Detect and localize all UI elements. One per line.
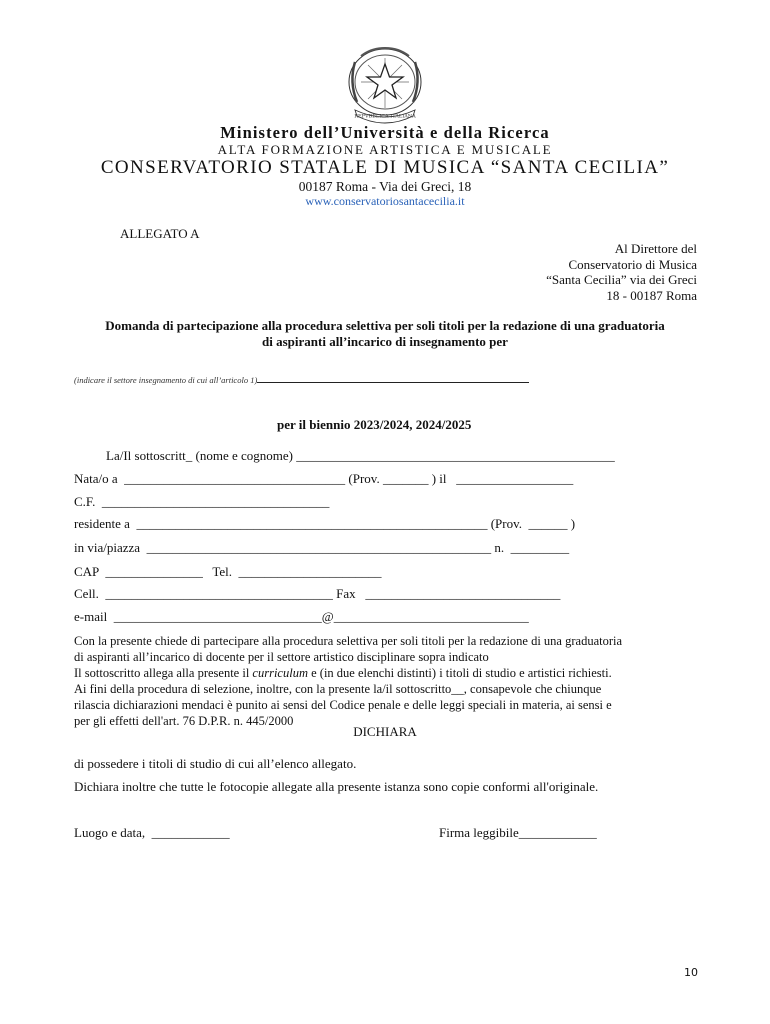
paragraph-text: e (in due elenchi distinti) i titoli di studio e artistici richiesti. — [311, 666, 612, 680]
place-date-field[interactable]: ____________ — [148, 825, 230, 840]
website-link[interactable]: www.conservatoriosantacecilia.it — [305, 194, 465, 208]
name-row — [106, 448, 615, 464]
street-field[interactable]: _____________________________________________________ — [143, 540, 492, 555]
paragraph-line: rilascia dichiarazioni mendaci è punito ai sensi del Codice penale e delle leggi speciali in materia, ai sensi e — [74, 698, 612, 712]
fax-label: Fax — [336, 586, 356, 601]
emblem-banner-text: REPVBBLICA ITALIANA — [354, 113, 416, 120]
curriculum-word: curriculum — [252, 666, 308, 680]
resident-prov-field[interactable]: ______ — [525, 516, 568, 531]
application-title — [0, 318, 770, 350]
email-user-field[interactable]: ________________________________ — [110, 609, 322, 624]
conservatory-heading: CONSERVATORIO STATALE DI MUSICA “SANTA CECILIA” — [100, 157, 670, 178]
number-label: n. — [494, 540, 505, 555]
cap-field[interactable]: _______________ — [102, 564, 210, 579]
declaration-titles: di possedere i titoli di studio di cui all’elenco allegato. — [74, 756, 357, 771]
cell-field[interactable]: ___________________________________ — [102, 586, 333, 601]
birthdate-field[interactable]: __________________ — [449, 471, 574, 486]
cf-row — [74, 494, 329, 510]
signature-label: Firma leggibile — [439, 825, 519, 840]
cell-row — [74, 586, 560, 602]
paragraph-line: Ai fini della procedura di selezione, inoltre, con la presente la/il sottoscritto__, consapevole che chiunque — [74, 682, 602, 696]
declaration-copies: Dichiara inoltre che tutte le fotocopie allegate alla presente istanza sono copie conformi all'originale. — [74, 779, 599, 794]
residence-field[interactable]: ______________________________________________________ — [133, 516, 488, 531]
birth-row — [74, 471, 573, 487]
title-line: Domanda di partecipazione alla procedura selettiva per soli titoli per la redazione di una graduatoria — [105, 318, 665, 333]
resident-prov-close: ) — [570, 516, 576, 531]
signature-field[interactable]: ____________ — [518, 825, 597, 840]
name-label: La/Il sottoscritt_ (nome e cognome) — [106, 448, 294, 463]
cf-field[interactable]: ___________________________________ — [98, 494, 330, 509]
residence-row — [74, 516, 575, 532]
paragraph-line — [74, 665, 697, 681]
resident-prov-label: (Prov. — [490, 516, 522, 531]
paragraph-line: per gli effetti dell'art. 76 D.P.R. n. 445/2000 — [74, 714, 294, 728]
title-line: di aspiranti all’incarico di insegnamento per — [262, 334, 508, 349]
request-paragraph — [74, 633, 697, 729]
street-row — [74, 540, 569, 556]
afam-heading: ALTA FORMAZIONE ARTISTICA E MUSICALE — [217, 142, 553, 157]
paragraph-text: Il sottoscritto allega alla presente il — [74, 666, 250, 680]
cf-label: C.F. — [74, 494, 96, 509]
email-domain-field[interactable]: ______________________________ — [333, 609, 529, 624]
email-label: e-mail — [74, 609, 108, 624]
birthplace-field[interactable]: __________________________________ — [120, 471, 346, 486]
sector-hint: (indicare il settore insegnamento di cui all’articolo 1) — [74, 375, 258, 385]
fax-field[interactable]: ______________________________ — [358, 586, 561, 601]
tel-field[interactable]: ______________________ — [235, 564, 382, 579]
cap-label: CAP — [74, 564, 99, 579]
name-field[interactable]: _________________________________________________ — [296, 448, 615, 463]
paragraph-line: di aspiranti all’incarico di docente per il settore artistico disciplinare sopra indicato — [74, 650, 489, 664]
place-date-label: Luogo e data, — [74, 825, 146, 840]
attachment-label: ALLEGATO A — [120, 226, 200, 241]
repubblica-italiana-emblem-icon — [341, 44, 429, 126]
email-row — [74, 609, 529, 625]
sector-field[interactable] — [257, 372, 529, 383]
biennium-label: per il biennio 2023/2024, 2024/2025 — [277, 417, 472, 432]
recipient-line: 18 - 00187 Roma — [606, 287, 697, 303]
signature-row — [439, 825, 597, 841]
resident-label: residente a — [74, 516, 130, 531]
declares-heading: DICHIARA — [353, 724, 417, 739]
ministry-heading: Ministero dell’Università e della Ricerca — [220, 123, 550, 142]
number-field[interactable]: _________ — [507, 540, 570, 555]
sector-row — [74, 370, 529, 388]
cell-label: Cell. — [74, 586, 99, 601]
paragraph-line: Con la presente chiede di partecipare alla procedura selettiva per soli titoli per la redazione di una graduatoria — [74, 634, 623, 648]
recipient-line: “Santa Cecilia” via dei Greci — [546, 272, 697, 287]
cap-row — [74, 564, 382, 580]
page-number: 10 — [684, 966, 698, 979]
recipient-block — [546, 241, 697, 303]
street-label: in via/piazza — [74, 540, 141, 555]
birthdate-label: ) il — [431, 471, 447, 486]
recipient-line: Al Direttore del — [614, 241, 697, 256]
recipient-line: Conservatorio di Musica — [568, 256, 697, 272]
birth-prov-field[interactable]: _______ — [382, 471, 429, 486]
email-at: @ — [321, 609, 334, 624]
conservatory-address: 00187 Roma - Via dei Greci, 18 — [298, 179, 472, 194]
born-label: Nata/o a — [74, 471, 118, 486]
birth-prov-label: (Prov. — [348, 471, 380, 486]
place-date-row — [74, 825, 230, 841]
tel-label: Tel. — [212, 564, 232, 579]
